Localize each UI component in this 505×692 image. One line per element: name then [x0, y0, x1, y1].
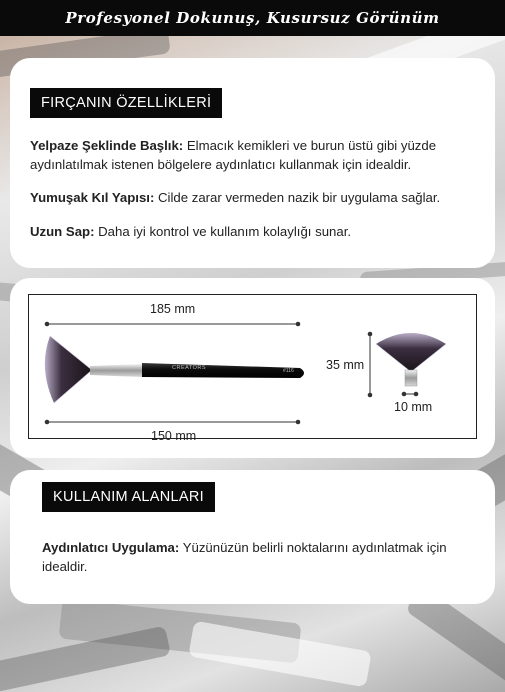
- usage-title: KULLANIM ALANLARI: [42, 482, 215, 512]
- ferrule-width-label: 10 mm: [394, 400, 433, 414]
- usage-text: Yüzünüzün belirli noktalarını aydınlatmak için idealdir.: [42, 540, 447, 574]
- feature-long-handle: [30, 222, 482, 241]
- model-mark: #116: [283, 368, 294, 374]
- fan-brush-head-icon: [10, 278, 495, 458]
- head-height-label: 35 mm: [326, 358, 365, 372]
- feature-label: Uzun Sap:: [30, 224, 95, 239]
- dimensions-card: [10, 278, 495, 458]
- handle-length-label: 150 mm: [151, 429, 197, 443]
- feature-text: Cilde zarar vermeden nazik bir uygulama sağlar.: [154, 190, 441, 205]
- top-banner: [0, 0, 505, 36]
- feature-soft-bristles: [30, 188, 482, 207]
- feature-label: Yumuşak Kıl Yapısı:: [30, 190, 155, 205]
- brand-mark: CREATORS: [172, 365, 207, 371]
- total-length-label: 185 mm: [150, 302, 196, 316]
- usage-label: Aydınlatıcı Uygulama:: [42, 540, 180, 555]
- feature-label: Yelpaze Şeklinde Başlık:: [30, 138, 184, 153]
- usage-card: [10, 470, 495, 604]
- feature-text: Elmacık kemikleri ve burun üstü gibi yüzde aydınlatılmak istenen bölgelere aydınlatıcı kullanmak için idealdir.: [30, 138, 437, 172]
- features-title: FIRÇANIN ÖZELLİKLERİ: [30, 88, 222, 118]
- usage-description: [42, 538, 472, 576]
- features-card: [10, 58, 495, 268]
- feature-text: Daha iyi kontrol ve kullanım kolaylığı sunar.: [94, 224, 352, 239]
- banner-title: Profesyonel Dokunuş, Kusursuz Görünüm: [65, 9, 440, 27]
- feature-fan-head: [30, 136, 482, 174]
